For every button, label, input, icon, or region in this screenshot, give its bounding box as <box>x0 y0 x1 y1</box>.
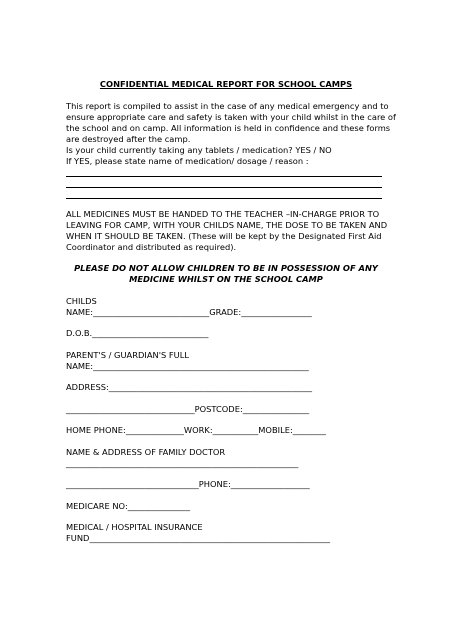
medicines-notice-line-4: Coordinator and distributed as required). <box>66 242 237 252</box>
intro-line-1: This report is compiled to assist in the case of any medical emergency and to <box>66 101 389 111</box>
medicare-number-field[interactable]: MEDICARE NO:_______________ <box>66 501 190 511</box>
insurance-label: MEDICAL / HOSPITAL INSURANCE <box>66 522 203 532</box>
doctor-phone-field[interactable]: ________________________________PHONE:___________________ <box>66 479 310 489</box>
dob-field[interactable]: D.O.B.____________________________ <box>66 328 209 338</box>
phone-fields[interactable]: HOME PHONE:______________WORK:___________MOBILE:________ <box>66 425 326 435</box>
form-title: CONFIDENTIAL MEDICAL REPORT FOR SCHOOL CAMPS <box>99 79 353 89</box>
medicines-notice-line-3: WHEN IT SHOULD BE TAKEN. (These will be kept by the Designated First Aid <box>66 231 382 241</box>
warning-line-2: MEDICINE WHILST ON THE SCHOOL CAMP <box>129 274 323 284</box>
child-name-grade-field[interactable]: NAME:____________________________GRADE:_________________ <box>66 307 312 317</box>
medication-question: Is your child currently taking any tablets / medication? YES / NO <box>66 145 332 155</box>
medicines-notice-line-1: ALL MEDICINES MUST BE HANDED TO THE TEACHER –IN-CHARGE PRIOR TO <box>66 209 380 219</box>
intro-line-3: the school and on camp. All information is held in confidence and these forms <box>66 123 391 133</box>
parent-name-field[interactable]: NAME:____________________________________________________ <box>66 361 309 371</box>
medication-answer-line-2[interactable] <box>66 187 382 188</box>
family-doctor-field[interactable]: ________________________________________________________ <box>66 458 299 468</box>
warning-line-1: PLEASE DO NOT ALLOW CHILDREN TO BE IN POSSESSION OF ANY <box>74 263 378 273</box>
intro-line-4: are destroyed after the camp. <box>66 134 191 144</box>
medication-answer-line-3[interactable] <box>66 198 382 199</box>
medication-details-prompt: If YES, please state name of medication/ dosage / reason : <box>66 156 309 166</box>
childs-label: CHILDS <box>66 296 97 306</box>
postcode-field[interactable]: _______________________________POSTCODE:________________ <box>66 404 310 414</box>
intro-line-2: ensure appropriate care and safety is taken with your child whilst in the care of <box>66 112 396 122</box>
medication-answer-line-1[interactable] <box>66 176 382 177</box>
insurance-fund-field[interactable]: FUND__________________________________________________________ <box>66 533 331 543</box>
family-doctor-label: NAME & ADDRESS OF FAMILY DOCTOR <box>66 447 226 457</box>
medicines-notice-line-2: LEAVING FOR CAMP, WITH YOUR CHILDS NAME, THE DOSE TO BE TAKEN AND <box>66 220 388 230</box>
parent-guardian-label: PARENT'S / GUARDIAN'S FULL <box>66 350 189 360</box>
address-field[interactable]: ADDRESS:_________________________________________________ <box>66 382 313 392</box>
